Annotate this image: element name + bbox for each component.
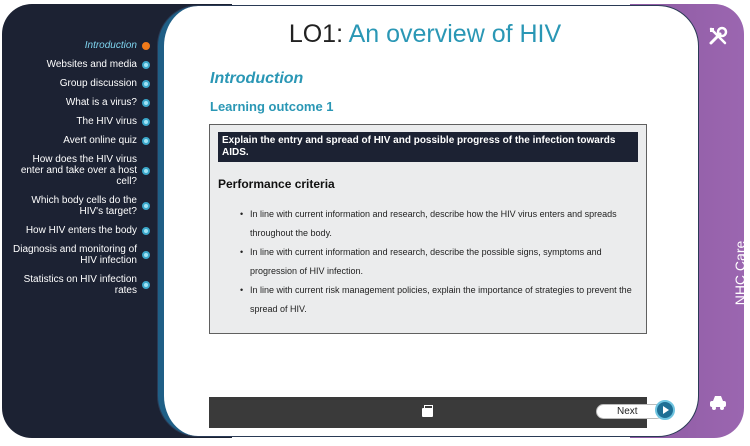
criteria-list <box>240 205 640 319</box>
page-title <box>200 20 650 49</box>
bottom-bar <box>209 397 647 428</box>
briefcase-icon[interactable] <box>422 408 433 417</box>
nav-item-how-hiv-enters[interactable] <box>10 225 150 236</box>
nav-label: The HIV virus <box>76 116 137 127</box>
nav-label: Group discussion <box>59 78 137 89</box>
nav-dot-icon <box>142 118 150 126</box>
nav-dot-icon <box>142 99 150 107</box>
car-icon[interactable] <box>708 393 728 411</box>
nav-dot-icon <box>142 167 150 175</box>
section-heading: Introduction <box>210 70 304 87</box>
nav-item-group-discussion[interactable] <box>10 78 150 89</box>
nav-dot-icon <box>142 42 150 50</box>
outcome-banner: Explain the entry and spread of HIV and possible progress of the infection towards AIDS. <box>218 132 638 162</box>
nav-item-host-cell[interactable] <box>10 154 150 187</box>
next-button[interactable]: Next <box>596 404 664 419</box>
nav-item-what-is-a-virus[interactable] <box>10 97 150 108</box>
nav-item-avert-online-quiz[interactable] <box>10 135 150 146</box>
lesson-nav <box>10 40 150 304</box>
criteria-item: • In line with current information and research, describe how the HIV virus enters and spreads throughout the body. <box>240 205 640 243</box>
nav-label: Statistics on HIV infection rates <box>23 274 137 296</box>
nav-item-diagnosis[interactable] <box>10 244 150 266</box>
outcome-heading: Learning outcome 1 <box>210 99 334 114</box>
nav-item-the-hiv-virus[interactable] <box>10 116 150 127</box>
nav-dot-icon <box>142 137 150 145</box>
brand-label: NHC Care <box>732 240 748 306</box>
nav-label: Which body cells do the HIV's target? <box>31 195 137 217</box>
nav-label: Introduction <box>84 40 137 51</box>
nav-label: How does the HIV virus enter and take over a host cell? <box>20 154 137 187</box>
nav-item-statistics[interactable] <box>10 274 150 296</box>
nav-item-body-cells[interactable] <box>10 195 150 217</box>
nav-dot-icon <box>142 80 150 88</box>
nav-dot-icon <box>142 61 150 69</box>
nav-dot-icon <box>142 281 150 289</box>
criteria-box <box>209 124 647 334</box>
nav-label: Diagnosis and monitoring of HIV infection <box>13 244 137 266</box>
title-prefix: LO1: <box>288 20 344 48</box>
nav-item-websites-and-media[interactable] <box>10 59 150 70</box>
criteria-title: Performance criteria <box>218 177 335 191</box>
nav-label: What is a virus? <box>65 97 137 108</box>
nav-dot-icon <box>142 202 150 210</box>
criteria-item: • In line with current information and research, describe the possible signs, symptoms and progression of HIV infection. <box>240 243 640 281</box>
nav-dot-icon <box>142 227 150 235</box>
tools-icon[interactable] <box>708 26 728 46</box>
next-arrow-icon[interactable] <box>655 400 675 420</box>
nav-dot-icon <box>142 251 150 259</box>
nav-label: Avert online quiz <box>63 135 137 146</box>
criteria-item: • In line with current risk management policies, explain the importance of strategies to prevent the spread of HIV. <box>240 281 640 319</box>
nav-label: How HIV enters the body <box>25 225 137 236</box>
nav-item-introduction[interactable] <box>10 40 150 51</box>
title-accent: An overview of HIV <box>348 20 562 48</box>
nav-label: Websites and media <box>46 59 137 70</box>
